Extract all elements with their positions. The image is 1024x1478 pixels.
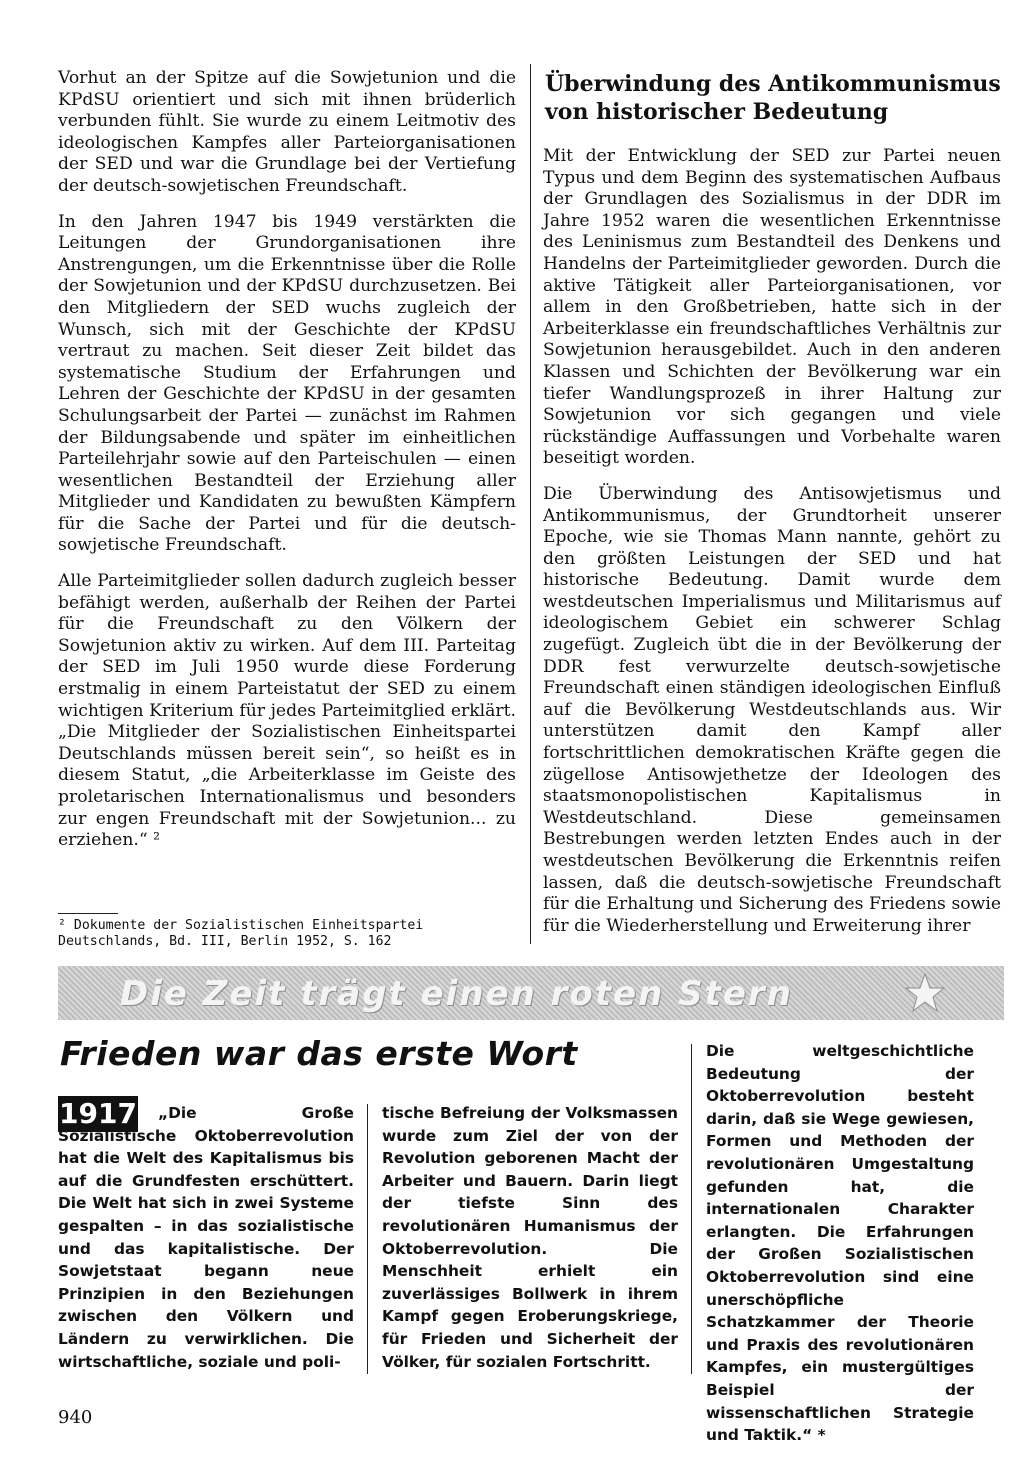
article-title: Frieden war das erste Wort	[60, 1034, 578, 1073]
right-paragraph-1: Mit der Entwicklung der SED zur Partei neuen Typus und dem Beginn des systematischen Aufbaus der Grundlagen des Sozialismus in der DDR im Jahre 1952 waren die wesentlichen Erkenntnisse des Leninismus zum Bestandteil des Denkens und Handelns der Parteimitglieder geworden. Durch die aktive Tätigkeit aller Parteiorganisationen, vor allem in den Großbetrieben, hatte sich in der Arbeiterklasse ein freundschaftliches Verhältnis zur Sowjetunion herausgebildet. Auch in den anderen Klassen und Schichten der Bevölkerung war ein tiefer Wandlungsprozeß in ihrer Haltung zur Sowjetunion vor sich gegangen und viele rückständige Auffassungen und Vorbehalte waren beseitigt worden.	[543, 146, 1001, 469]
article-column-1: „Die Große Sozialistische Oktoberrevolution hat die Welt des Kapitalismus bis auf die Grundfesten erschüttert. Die Welt hat sich in zwei Systeme gespalten – in das sozialistische und das kapitalistische. Der Sowjetstaat begann neue Prinzipien in den Beziehungen zwischen den Völkern und Ländern zu verwirklichen. Die wirtschaftliche, soziale und poli-	[58, 1104, 354, 1371]
left-paragraph-2: In den Jahren 1947 bis 1949 verstärkten die Leitungen der Grundorganisationen ihre Anstrengungen, um die Erkenntnisse über die Rolle der Sowjetunion und der KPdSU durchzusetzen. Bei den Mitgliedern der SED wuchs zugleich der Wunsch, sich mit der Geschichte der KPdSU vertraut zu machen. Seit dieser Zeit bildet das systematische Studium der Erfahrungen und Lehren der Geschichte der KPdSU in der gesamten Schulungsarbeit der Partei — zunächst im Rahmen der Bildungsabende und später im einheitlichen Parteilehrjahr sowie auf den Parteischulen — einen wesentlichen Bestandteil der Erziehung aller Mitglieder und Kandidaten zu bewußten Kämpfern für die Sache der Partei und für die deutsch-sowjetische Freundschaft.	[58, 211, 516, 556]
left-column	[58, 68, 516, 866]
year-badge: 1917	[59, 1097, 137, 1130]
section-heading: Überwindung des Antikommunismus von historischer Bedeutung	[545, 71, 1001, 125]
banner-title: Die Zeit trägt einen roten Stern	[120, 974, 793, 1014]
article-divider-1	[367, 1104, 368, 1374]
footnote-rule	[58, 913, 118, 914]
footnote: ² Dokumente der Sozialistischen Einheitspartei Deutschlands, Bd. III, Berlin 1952, S. 162	[58, 918, 424, 949]
article-divider-2	[691, 1044, 692, 1374]
left-paragraph-3: Alle Parteimitglieder sollen dadurch zugleich besser befähigt werden, außerhalb der Reihen der Partei für die Freundschaft zu den Völkern der Sowjetunion aktiv zu wirken. Auf dem III. Parteitag der SED im Juli 1950 wurde diese Forderung erstmalig in einem Parteistatut der SED zu einem wichtigen Kriterium für jedes Parteimitglied erklärt. „Die Mitglieder der Sozialistischen Einheitspartei Deutschlands müssen bereit sein“, so heißt es in diesem Statut, „die Arbeiterklasse im Geiste des proletarischen Internationalismus und besonders zur engen Freundschaft mit der Sowjetunion... zu erziehen.“ ²	[58, 571, 516, 851]
left-paragraph-1: Vorhut an der Spitze auf die Sowjetunion und die KPdSU orientiert und sich mit ihnen brüderlich verbunden fühlt. Sie wurde zu einem Leitmotiv des ideologischen Kampfes aller Parteiorganisationen der SED und war die Grundlage bei der Vertiefung der deutsch-sowjetischen Freundschaft.	[58, 68, 516, 196]
red-star-icon	[904, 972, 946, 1014]
page-number: 940	[58, 1407, 93, 1428]
column-divider	[530, 64, 531, 944]
series-banner	[58, 966, 1004, 1020]
article-column-3: Die weltgeschichtliche Bedeutung der Oktoberrevolution besteht darin, daß sie Wege gewiesen, Formen und Methoden der revolutionären Umgestaltung gefunden hat, die internationalen Charakter erlangten. Die Erfahrungen der Großen Sozialistischen Oktoberrevolution sind eine unerschöpfliche Schatzkammer der Theorie und Praxis des revolutionären Kampfes, ein mustergültiges Beispiel der wissenschaftlichen Strategie und Taktik.“ *	[706, 1042, 974, 1445]
article-column-2: tische Befreiung der Volksmassen wurde zum Ziel der von der Revolution geborenen Macht der Arbeiter und Bauern. Darin liegt der tiefste Sinn des revolutionären Humanismus der Oktoberrevolution. Die Menschheit erhielt ein zuverlässiges Bollwerk in ihrem Kampf gegen Eroberungskriege, für Frieden und Sicherheit der Völker, für sozialen Fortschritt.	[382, 1104, 678, 1371]
right-paragraph-2: Die Überwindung des Antisowjetismus und Antikommunismus, der Grundtorheit unserer Epoche, wie sie Thomas Mann nannte, gehört zu den größten Leistungen der SED und hat historische Bedeutung. Damit wurde dem westdeutschen Imperialismus und Militarismus auf ideologischem Gebiet ein schwerer Schlag zugefügt. Zugleich übt die in der Bevölkerung der DDR fest verwurzelte deutsch-sowjetische Freundschaft einen ständigen ideologischen Einfluß auf die Bevölkerung Westdeutschlands aus. Wir unterstützen damit den Kampf aller fortschrittlichen demokratischen Kräfte gegen die zügellose Antisowjethetze der Ideologen des staatsmonopolistischen Kapitalismus in Westdeutschland. Diese gemeinsamen Bestrebungen werden letzten Endes auch in der westdeutschen Bevölkerung die Erkenntnis reifen lassen, daß die deutsch-sowjetische Freundschaft für die Erhaltung und Sicherung des Friedens sowie für die Wiederherstellung und Erweiterung ihrer	[543, 483, 1001, 936]
right-column	[543, 146, 1001, 951]
